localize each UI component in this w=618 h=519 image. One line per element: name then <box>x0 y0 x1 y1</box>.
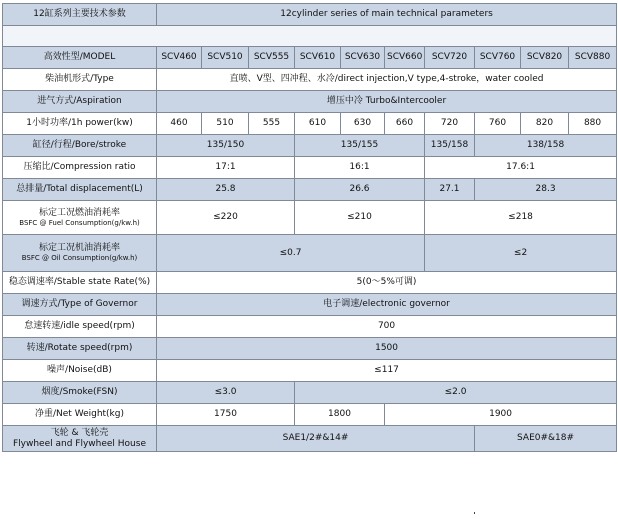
model-cell: SCV555 <box>249 47 295 69</box>
oil-row <box>3 235 617 272</box>
flywheel-label-zh: 飞轮 & 飞轮壳 <box>50 427 109 438</box>
title-en: 12cylinder series of main technical parameters <box>157 4 617 26</box>
bore-label: 缸径/行程/Bore/stroke <box>3 135 157 157</box>
governor-label: 调速方式/Type of Governor <box>3 294 157 316</box>
power-label: 1小时功率/1h power(kw) <box>3 113 157 135</box>
power-cell: 555 <box>249 113 295 135</box>
model-cell: SCV460 <box>157 47 202 69</box>
bsfc-cell: ≤210 <box>295 201 425 235</box>
power-cell: 510 <box>202 113 249 135</box>
governor-value: 电子调速/electronic governor <box>157 294 617 316</box>
rotate-value: 1500 <box>157 338 617 360</box>
type-label: 柴油机形式/Type <box>3 69 157 91</box>
displacement-cell: 25.8 <box>157 179 295 201</box>
governor-row <box>3 294 617 316</box>
title-row <box>3 4 617 26</box>
displacement-cell: 27.1 <box>425 179 475 201</box>
oil-cell: ≤0.7 <box>157 235 425 272</box>
compression-cell: 17.6:1 <box>425 157 617 179</box>
bore-cell: 135/158 <box>425 135 475 157</box>
flywheel-row <box>3 426 617 452</box>
bore-cell: 135/150 <box>157 135 295 157</box>
idle-row <box>3 316 617 338</box>
noise-value: ≤117 <box>157 360 617 382</box>
oil-cell: ≤2 <box>425 235 617 272</box>
model-row <box>3 47 617 69</box>
model-cell: SCV880 <box>569 47 617 69</box>
power-cell: 610 <box>295 113 341 135</box>
flywheel-label <box>3 426 157 452</box>
spec-sheet <box>2 3 616 452</box>
aspiration-row <box>3 91 617 113</box>
rotate-label: 转速/Rotate speed(rpm) <box>3 338 157 360</box>
bore-cell: 135/155 <box>295 135 425 157</box>
idle-value: 700 <box>157 316 617 338</box>
model-label: 高效性型/MODEL <box>3 47 157 69</box>
model-cell: SCV630 <box>341 47 385 69</box>
oil-label-zh: 标定工况机油消耗率 <box>38 243 120 253</box>
bore-cell: 138/158 <box>475 135 617 157</box>
power-cell: 820 <box>521 113 569 135</box>
rotate-row <box>3 338 617 360</box>
compression-label: 压缩比/Compression ratio <box>3 157 157 179</box>
type-row <box>3 69 617 91</box>
weight-cell: 1750 <box>157 404 295 426</box>
power-cell: 660 <box>385 113 425 135</box>
flywheel-cell: SAE1/2#&14# <box>157 426 475 452</box>
power-cell: 460 <box>157 113 202 135</box>
noise-row <box>3 360 617 382</box>
aspiration-value: 增压中冷 Turbo&Intercooler <box>157 91 617 113</box>
model-cell: SCV510 <box>202 47 249 69</box>
bsfc-row <box>3 201 617 235</box>
bsfc-label-zh: 标定工况燃油消耗率 <box>38 207 120 218</box>
bottom-tick-mark <box>474 512 481 514</box>
displacement-cell: 26.6 <box>295 179 425 201</box>
displacement-cell: 28.3 <box>475 179 617 201</box>
bore-row <box>3 135 617 157</box>
power-row <box>3 113 617 135</box>
power-cell: 880 <box>569 113 617 135</box>
blank-cell <box>3 26 617 47</box>
power-cell: 720 <box>425 113 475 135</box>
bsfc-label-en: BSFC @ Fuel Consumption(g/kw.h) <box>19 218 140 227</box>
displacement-row <box>3 179 617 201</box>
oil-label <box>3 235 157 272</box>
type-value: 直喷、V型、四冲程、水冷/direct injection,V type,4-stroke，water cooled <box>157 69 617 91</box>
smoke-row <box>3 382 617 404</box>
aspiration-label: 进气方式/Aspiration <box>3 91 157 113</box>
compression-row <box>3 157 617 179</box>
model-cell: SCV610 <box>295 47 341 69</box>
compression-cell: 17:1 <box>157 157 295 179</box>
weight-cell: 1900 <box>385 404 617 426</box>
noise-label: 噪声/Noise(dB) <box>3 360 157 382</box>
model-cell: SCV720 <box>425 47 475 69</box>
idle-label: 怠速转速/idle speed(rpm) <box>3 316 157 338</box>
stable-value: 5(0～5%可调) <box>157 272 617 294</box>
model-cell: SCV820 <box>521 47 569 69</box>
power-cell: 630 <box>341 113 385 135</box>
title-zh: 12缸系列主要技术参数 <box>3 4 157 26</box>
technical-parameters-table <box>2 3 617 452</box>
displacement-label: 总排量/Total displacement(L) <box>3 179 157 201</box>
stable-row <box>3 272 617 294</box>
oil-label-en: BSFC @ Oil Consumption(g/kw.h) <box>21 254 138 262</box>
model-cell: SCV660 <box>385 47 425 69</box>
flywheel-cell: SAE0#&18# <box>475 426 617 452</box>
compression-cell: 16:1 <box>295 157 425 179</box>
smoke-cell: ≤3.0 <box>157 382 295 404</box>
bsfc-cell: ≤218 <box>425 201 617 235</box>
flywheel-label-en: Flywheel and Flywheel House <box>12 438 146 449</box>
weight-cell: 1800 <box>295 404 385 426</box>
stable-label: 稳态调速率/Stable state Rate(%) <box>3 272 157 294</box>
blank-row <box>3 26 617 47</box>
smoke-cell: ≤2.0 <box>295 382 617 404</box>
power-cell: 760 <box>475 113 521 135</box>
model-cell: SCV760 <box>475 47 521 69</box>
bsfc-label <box>3 201 157 235</box>
weight-row <box>3 404 617 426</box>
bsfc-cell: ≤220 <box>157 201 295 235</box>
weight-label: 净重/Net Weight(kg) <box>3 404 157 426</box>
smoke-label: 烟度/Smoke(FSN) <box>3 382 157 404</box>
